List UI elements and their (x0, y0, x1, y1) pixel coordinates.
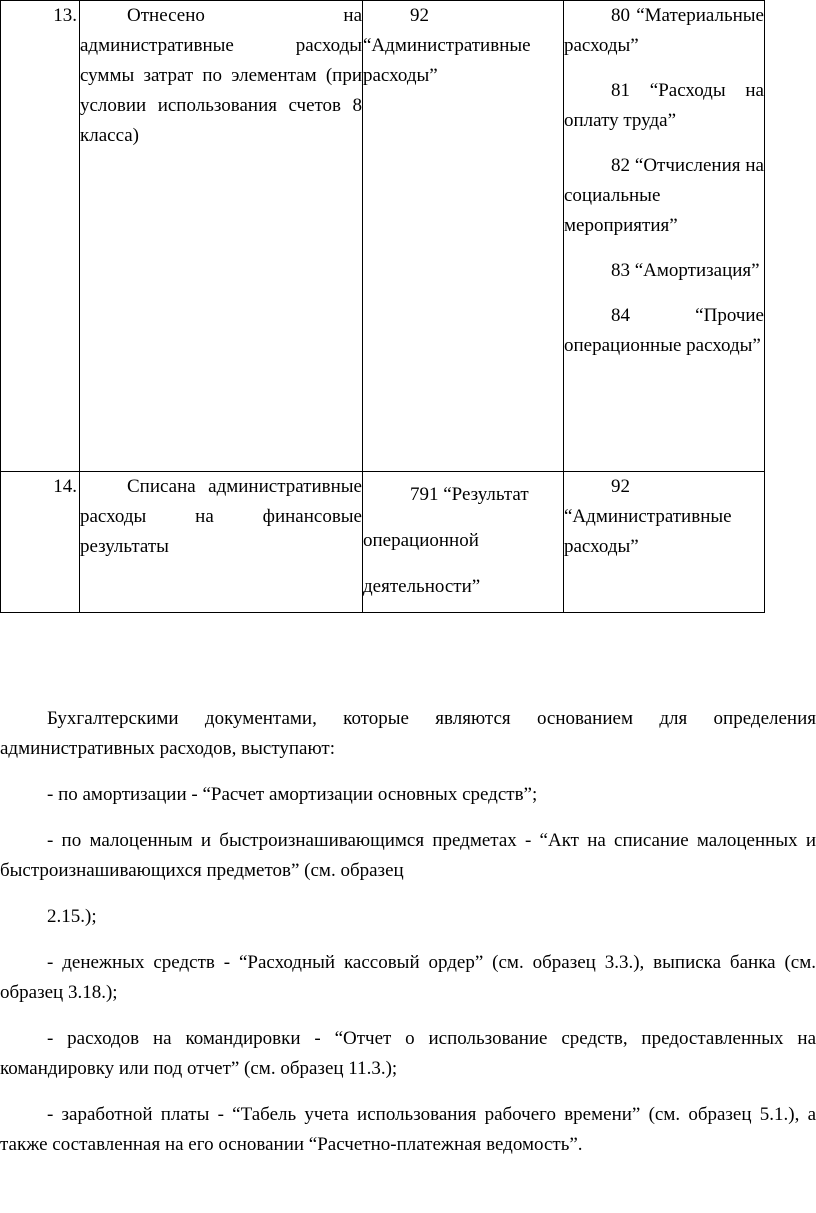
operation-description: Списана административные расходы на финансовые результаты (80, 476, 362, 557)
list-item: - по малоценным и быстроизнашивающимся предметах - “Акт на списание малоценных и быстроизнашивающихся предметов” (см. образец (0, 830, 816, 881)
list-item: - денежных средств - “Расходный кассовый ордер” (см. образец 3.3.), выписка банка (см. образец 3.18.); (0, 952, 816, 1003)
operation-description-cell (80, 1, 363, 472)
credit-account: 84 “Прочие операционные расходы” (564, 305, 764, 356)
list-item: - по амортизации - “Расчет амортизации основных средств”; (47, 784, 538, 805)
operation-description-cell (80, 472, 363, 613)
intro-paragraph: Бухгалтерскими документами, которые являются основанием для определения административных расходов, выступают: (0, 708, 816, 759)
credit-account: 81 “Расходы на оплату труда” (564, 80, 764, 131)
credit-account-cell (564, 472, 765, 613)
list-item: - расходов на командировки - “Отчет о использование средств, предоставленных на командировку или под отчет” (см. образец 11.3.); (0, 1028, 816, 1079)
list-item-continuation: 2.15.); (47, 906, 97, 927)
table-row (1, 472, 765, 613)
debit-account-cell (363, 472, 564, 613)
operation-description: Отнесено на административные расходы суммы затрат по элементам (при условии использования счетов 8 класса) (80, 5, 362, 146)
credit-account: 92 “Административные расходы” (564, 476, 732, 557)
credit-account: 82 “Отчисления на социальные мероприятия” (564, 155, 764, 236)
journal-entries-table (0, 0, 765, 613)
debit-account: 92 “Административные расходы” (363, 5, 531, 86)
debit-account-cell (363, 1, 564, 472)
table-row (1, 1, 765, 472)
row-number: 13. (1, 1, 80, 472)
credit-account: 80 “Материальные расходы” (564, 5, 764, 56)
row-number: 14. (1, 472, 80, 613)
document-body (0, 704, 816, 1176)
credit-account: 83 “Амортизация” (611, 260, 760, 281)
credit-account-cell (564, 1, 765, 472)
debit-account: 791 “Результат операционной деятельности” (363, 484, 529, 597)
list-item: - заработной платы - “Табель учета использования рабочего времени” (см. образец 5.1.), а также составленная на его основании “Расчетно-платежная ведомость”. (0, 1104, 816, 1155)
